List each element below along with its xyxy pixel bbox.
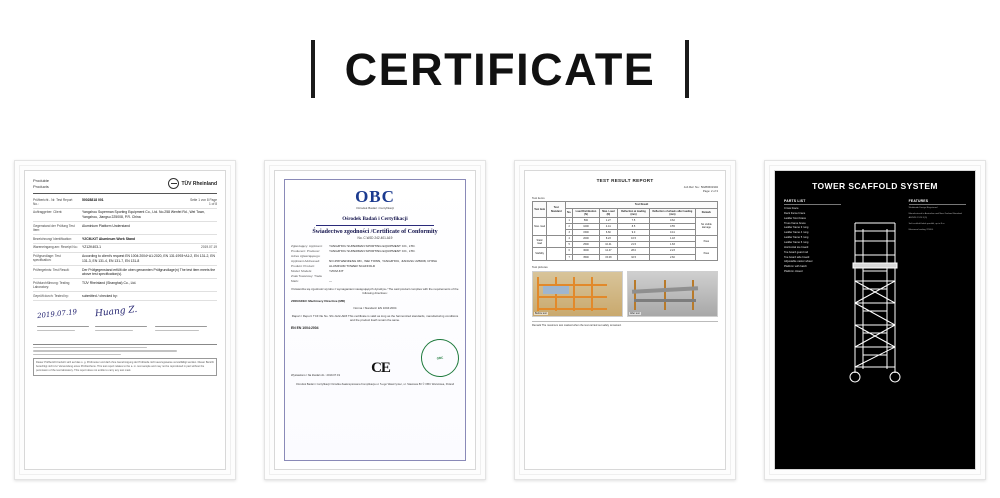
tuv-field-value: TÜV Rheinland (Shanghai) Co., Ltd. [82,280,137,285]
obc-standards: Norma / Standard: EN 1004:2004 [353,306,397,311]
obc-field-row [291,254,459,264]
certificate-sheet-tower-scaffold [774,170,976,470]
obc-field-key: Zgłaszający: Applicant: [291,244,323,248]
report-job-ref: Job Ref. No.: 50280601904 [683,185,718,189]
tuv-field-value: Yangzhou Superman Sporting Equipment Co., Ltd. No.258 Wenfei Rd., Wei Town, Yangzhou, Jiangsu 225008, P.R. China [82,210,206,219]
tuv-field-value: YZ12K403-1 [82,245,102,250]
test-photo-before [532,271,623,317]
feature-item: Soft scaffold holds parallel, up to 8 m [908,222,945,225]
obc-certificate-number: No. C.WJD 242.401.A19 [357,236,393,240]
tuv-field-row [33,253,217,266]
tuv-logo-text: TÜV Rheinland [181,180,217,187]
tuv-field-label: Prüfdurchführung: Testing Laboratory: [33,280,70,290]
parts-list-item: Ladder frame 4 rung [784,231,809,235]
parts-list-item: Ladder front brace [784,216,806,220]
col-deflection-wheels: Deflection of wheels after loading (mm) [650,208,696,217]
obc-organization: Ośrodek Badań i Certyfikacji [342,216,408,222]
obc-field-value: --- [329,278,333,283]
feature-item: Manufactured to Australian and New Zealand Standard AS/NZS 1576.3 (5) [908,213,962,219]
tuv-field-label: Geprüft durch: Tested by: [33,293,69,298]
feature-item: Maximum loading 225KG [908,229,934,232]
tuv-head-line2: Products [33,184,49,189]
parts-list-item: Adjustable castor wheel [784,260,813,264]
features-heading: FEATURES [909,199,966,205]
report-title: TEST RESULT REPORT [596,178,654,183]
obc-marks-row [291,339,459,377]
features-column [909,199,966,275]
parts-list-item: Platform closed [784,270,803,274]
col-max-load: Max. Load (N) [599,208,617,217]
col-test-standard: Test Standard [547,202,566,217]
tuv-field-label: Wareneingang am: Receipt No.: [33,245,79,250]
tuv-field-extra: Seite 1 von 8 Page 1 of 8 [190,197,217,206]
obc-stamp-icon: OBC [419,337,462,380]
obc-field-value: YANGZHOU SUPERMAN SPORTING EQUIPMENT CO., LTD. [329,248,416,253]
obc-field-key: Model: Models: [291,268,312,273]
obc-logo-subtitle: Ośrodek Badań i Certyfikacji [356,206,394,210]
ce-mark-icon: CE [371,360,390,377]
tuv-field-value: Y2CM-KIT Aluminum Work Stand [82,236,136,241]
obc-directives: 2006/42/EC Machinery Directive (MD) [291,298,346,303]
obc-footer: Ośrodek Badań i Certyfikacji Ośrodka Zaakceptowana Komplikacja ul. 5-ego Wawrzyniec, ul. Stawowa 80 © OBC Warszawa, Poland [295,383,455,387]
parts-list-item: Ladder frame 6 rung [784,241,809,245]
obc-field-row [291,274,459,284]
page-title-text: CERTIFICATE [344,43,656,95]
tuv-field-value: submitted / checked by: [82,293,118,298]
table-row: Static load 4 2000 8.23 16.5 1.18 Pass [533,236,718,242]
obc-place-date: Wystawiono / Na Zwołań dn.: 2019.07.19 [291,374,340,378]
col-no: No. [566,208,573,217]
parts-list-item: Toe board guard rail [784,250,808,254]
photo-caption: After test [630,312,640,316]
tuv-field-row [33,279,217,292]
tuv-field-row [33,235,217,244]
report-page: Page: 2 of 3 [702,189,718,194]
photo-caption: Before test [535,312,547,316]
tuv-field-table [33,196,217,301]
report-table-body [533,217,718,260]
tuv-field-value: According to client's request EN 1004:2004+A1:2020, EN 131:1993+A1:2, EN 131-2, EN 131-3, EN 131-4, EN 131-7, EN 131-8 [82,254,215,263]
obc-field-key: Adres zgłaszającego: Applicant Addressed: [291,253,321,263]
obc-field-value: YZCM-KIT [329,268,344,273]
tuv-field-value: Der Prüfgegenstand erfüllt die oben genannten Prüfgrundlage(n) The test item meets the above test specification(s). [82,267,216,277]
title-divider-right [685,40,689,98]
tuv-head-line1: Produkte [33,178,50,183]
certificate-sheet-tuv [24,170,226,470]
certificate-gallery [0,160,1000,480]
obc-field-value: ALUMINUM TOWER SCAFFOLD [329,263,376,268]
tuv-field-row [33,196,217,209]
obc-field-key: Znak Towarowy: Trade Mark: [291,273,323,283]
tuv-field-label: Prüfergebnis: Test Result: [33,267,70,272]
tuv-footer-note: Dieser Prüfbericht bezieht sich auf das o. g. Prüfmuster und darf ohne Genehmigung der Prüfstelle nicht auszugsweise vervielfältigt werden. Dieser Bericht berechtigt nicht zur Verwendung eines Prüfzeichens. This test report relates to the a. m. test sample and may not be reproduced in part without the permission of the test laboratory. This report does not entitle to carry any test mark. [33,358,217,375]
page-title [0,34,1000,104]
tuv-field-row [33,222,217,235]
tuv-field-label: Prüfbericht - Nr. Test Report No.: [33,197,73,206]
table-row: 3 1500 6.60 9.0 0.41 [533,230,718,236]
parts-list-item: Deck frame brace [784,211,806,215]
tuv-field-label: Prüfgrundlage: Test specification: [33,254,61,263]
tuv-signature-block [33,306,217,340]
obc-field-list [291,244,459,284]
report-remark [532,321,718,328]
obc-field-key: Producent: Producer: [291,248,321,253]
tuv-field-row [33,244,217,253]
obc-field-key: Produkt: Product: [291,263,315,268]
tuv-footer [33,344,217,376]
tuv-signature-name: Huang Z. [94,304,138,320]
parts-list-item: Ladder frame 3 rung [784,226,809,230]
parts-list-heading: PARTS LIST [784,199,841,205]
tuv-field-extra: 2019.07.19 [201,245,217,250]
report-pictures-label: Test pictures [532,264,548,269]
col-load-distribution: Load Distribution (N) [573,208,600,217]
certificate-frame-obc[interactable] [264,160,486,480]
certificate-frame-test-report[interactable] [514,160,736,480]
obc-certificate-title: Świadectwo zgodności /Certificate of Conformity [312,229,438,235]
col-test-item: Test item [533,202,547,217]
parts-list-column [784,199,841,275]
obc-conformity-paragraph: Potwierdza się zgodność wyrobu z wymaganiami następujących dyrektyw / The said product complies with the requirements of the following directives: [291,286,459,295]
obc-field-value: NO.258 WENFENG RD., WEI TOWN, YANGZHOU, JIANGSU 225008, CHINA [329,258,437,263]
certificate-frame-tuv[interactable] [14,160,236,480]
scaffold-tower-icon [843,211,907,386]
title-divider-left [311,40,315,98]
table-row: Max. load 1 500 1.27 7.5 0.62 No visible damage [533,217,718,223]
feature-item: Worldwide Design Registered [908,207,938,209]
certificate-frame-tower-scaffold[interactable] [764,160,986,480]
tower-illustration-column [845,199,904,275]
parts-list-item: Toe board side board [784,255,810,259]
tuv-header [33,178,217,194]
col-remark: Remark [695,208,717,217]
catalog-title: TOWER SCAFFOLD SYSTEM [812,181,938,191]
report-remark-label: Remark [532,323,542,327]
obc-field-value: YANGZHOU SUPERMAN SPORTING EQUIPMENT CO., LTD. [329,244,416,248]
col-deflection-loading: Deflection at loading (mm) [617,208,649,217]
parts-list-item: Horizontal toe board [784,245,809,249]
tuv-rheinland-logo [168,178,217,189]
report-result-table [532,201,718,260]
report-meta [532,185,718,193]
col-test-result-group: Test Result [566,202,718,208]
parts-list-item: Ladder frame 5 rung [784,236,809,240]
tuv-field-row [33,266,217,279]
report-section-label: Test items [532,196,545,201]
tuv-signature-date: 2019.07.19 [36,307,78,320]
tuv-field-row [33,209,217,222]
obc-logo: OBC [355,187,395,206]
report-pictures [532,271,718,317]
obc-divider [316,225,434,226]
report-remark-text: The maximum test marked when the test carried out safely remained. [541,323,622,327]
obc-notes: Raport / Report: TCF file No. SN-JL22-ARZ This certificate is valid as long as the harmonized standards, manufacturing conditions and the product itself remain the same. [291,313,459,323]
tuv-mark-icon [168,178,179,189]
table-row: 2 1000 4.41 8.5 0.55 [533,223,718,229]
tuv-field-label: Gegenstand der Prüfung Test Item: [33,223,75,233]
tuv-field-value: Aluminium Platform Understand [82,223,130,228]
parts-list-item: Truss frame brace [784,221,806,225]
table-row: 5 2500 10.41 21.5 1.83 [533,242,718,248]
certificate-sheet-test-report [524,170,726,470]
certificate-sheet-obc [274,170,476,470]
obc-en-standard: EN EN 1004:2004 [291,325,319,330]
tuv-field-row [33,292,217,301]
tuv-field-value: 50028818 001 [82,197,104,202]
test-photo-after [627,271,718,317]
parts-list-item: Cross brace [784,207,799,210]
tuv-field-label: Auftraggeber: Client: [33,210,63,215]
tuv-field-label: Bezeichnung/ Identification: [33,236,72,241]
table-row: 7 3500 15.08 32.5 2.60 [533,254,718,260]
table-row: Stability 6 3000 12.47 28.0 2.23 Pass [533,248,718,254]
parts-list-item: Platform with hatch [784,265,807,269]
